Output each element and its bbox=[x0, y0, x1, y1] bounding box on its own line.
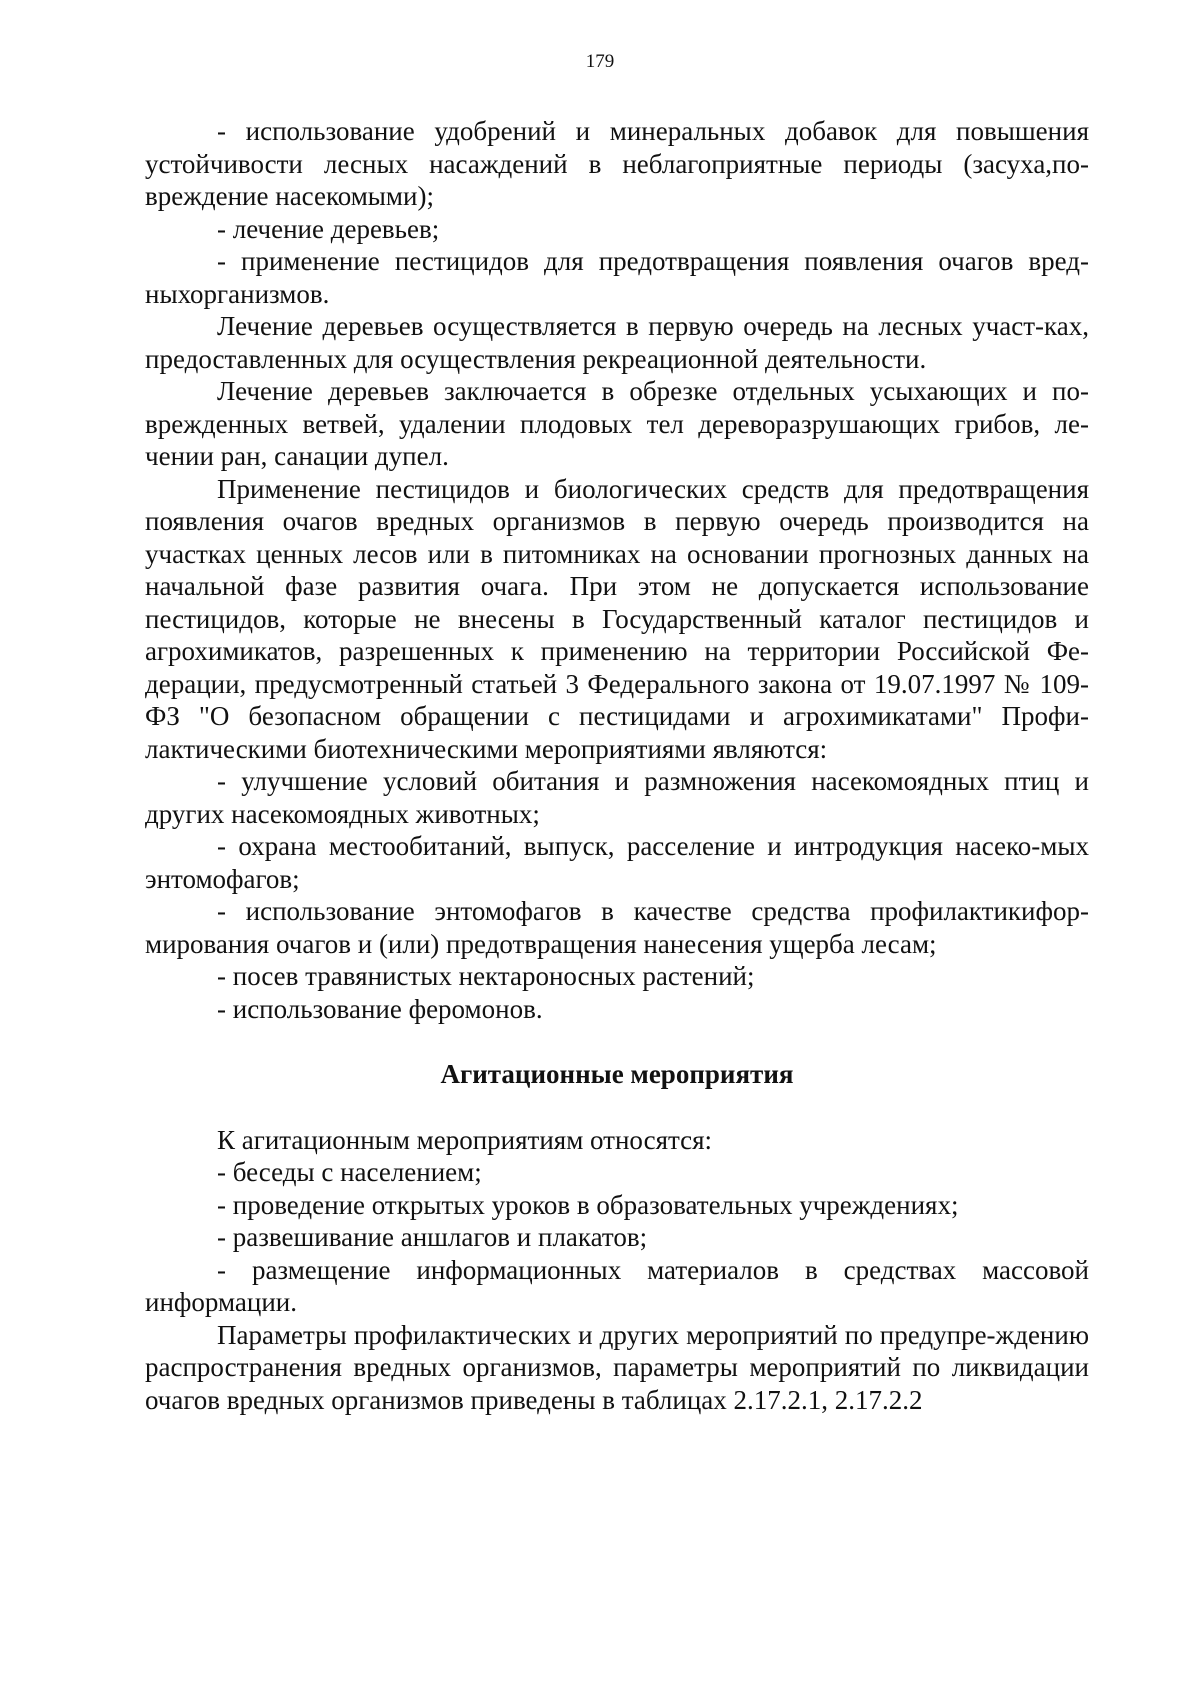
paragraph: Лечение деревьев заключается в обрезке отдельных усыхающих и по-врежденных ветвей, удалении плодовых тел дереворазрушающих грибов, ле-чении ран, санации дупел. bbox=[145, 376, 1089, 471]
list-item: - использование энтомофагов в качестве средства профилактикифор-мирования очагов и (или) предотвращения нанесения ущерба лесам; bbox=[145, 896, 1089, 959]
list-item: - применение пестицидов для предотвращения появления очагов вред-ныхорганизмов. bbox=[145, 246, 1089, 309]
paragraph: Лечение деревьев осуществляется в первую очередь на лесных участ-ках, предоставленных для осуществления рекреационной деятельности. bbox=[145, 311, 1089, 374]
section-heading: Агитационные мероприятия bbox=[440, 1059, 794, 1089]
list-item: - улучшение условий обитания и размножения насекомоядных птиц и других насекомоядных животных; bbox=[145, 766, 1089, 829]
list-item: - лечение деревьев; bbox=[217, 213, 440, 244]
page-number: 179 bbox=[585, 51, 615, 72]
list-item: - беседы с населением; bbox=[217, 1157, 482, 1187]
document-body bbox=[145, 115, 1089, 1416]
paragraph: Параметры профилактических и других мероприятий по предупре-ждению распространения вредных организмов, параметры мероприятий по ликвидации очагов вредных организмов приведены в таблицах 2.17.2.1, 2.17.2.2 bbox=[145, 1319, 1089, 1415]
list-item: - использование феромонов. bbox=[217, 993, 543, 1024]
paragraph: Применение пестицидов и биологических средств для предотвращения появления очагов вредных организмов в первую очередь производится на участках ценных лесов или в питомниках на основании прогнозных данных на начальной фазе развития очага. При этом не допускается использование пестицидов, которые не внесены в Государственный каталог пестицидов и агрохимикатов, разрешенных к применению на территории Российской Фе-дерации, предусмотренный статьей 3 Федерального закона от 19.07.1997 № 109-ФЗ "О безопасном обращении с пестицидами и агрохимикатами" Профи-лактическими биотехническими мероприятиями являются: bbox=[145, 473, 1089, 764]
list-item: - развешивание аншлагов и плакатов; bbox=[217, 1222, 648, 1252]
list-item: - охрана местообитаний, выпуск, расселение и интродукция насеко-мых энтомофагов; bbox=[145, 831, 1089, 894]
paragraph: К агитационным мероприятиям относятся: bbox=[217, 1124, 713, 1155]
list-item: - использование удобрений и минеральных добавок для повышения устойчивости лесных насаждений в неблагоприятные периоды (засуха,по-вреждение насекомыми); bbox=[145, 116, 1089, 211]
list-item: - посев травянистых нектароносных растений; bbox=[217, 961, 755, 991]
list-item: - проведение открытых уроков в образовательных учреждениях; bbox=[217, 1189, 959, 1220]
list-item: - размещение информационных материалов в средствах массовой информации. bbox=[145, 1254, 1089, 1317]
